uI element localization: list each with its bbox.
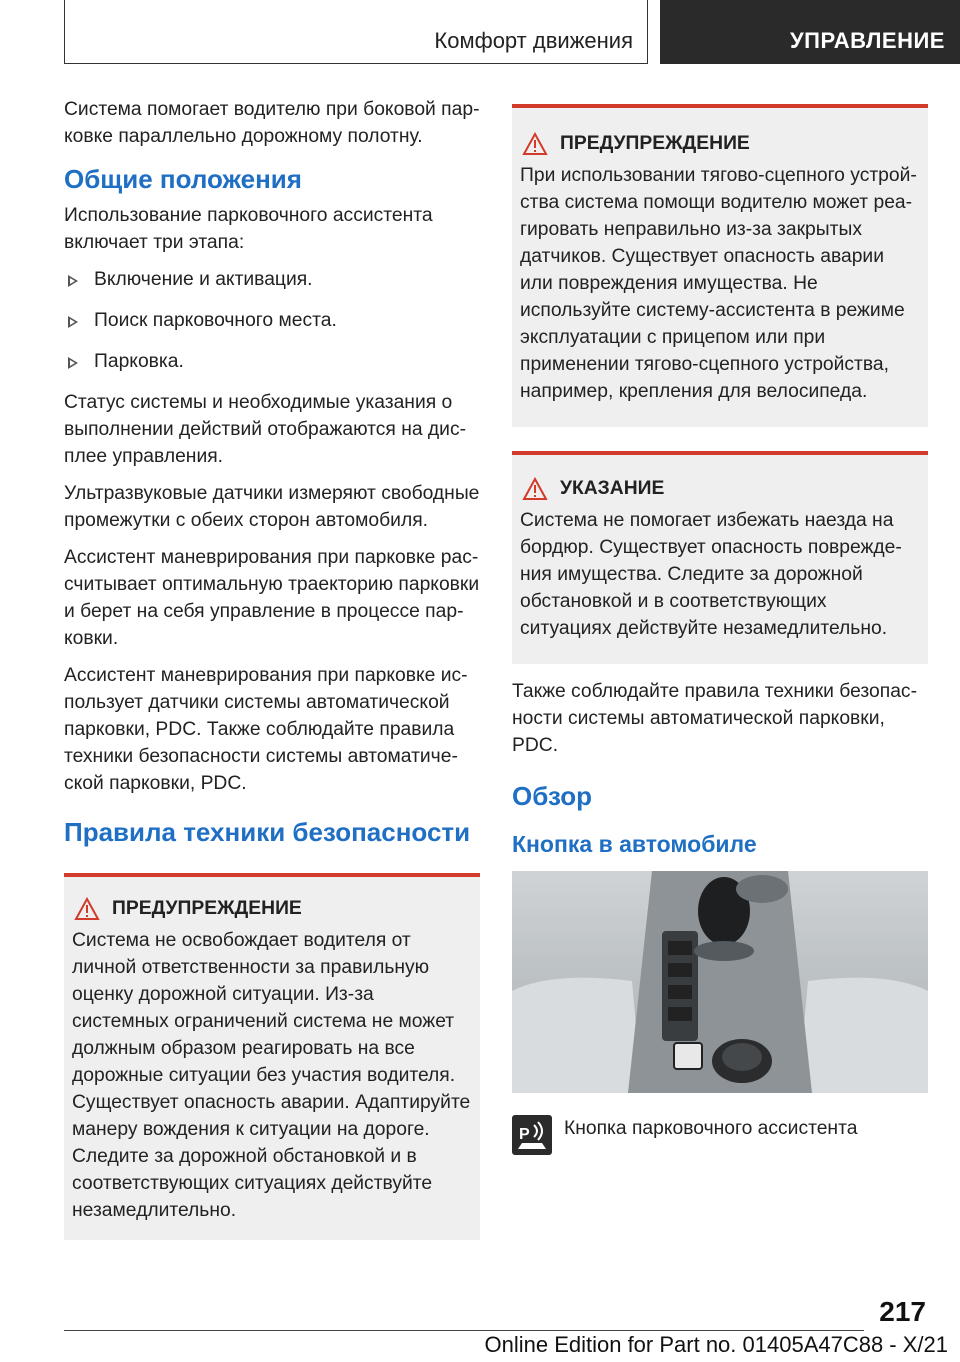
warning-text: Система не освобождает водителя от личной ответственности за правильную оценку дорожной ситуации. Из-за системных ограничений система не может должным образом реагировать на все дорожные ситуации без участия водителя. Существует опасность аварии. Адаптируйте манеру вождения к ситуации на дороге. Следите за дорожной обстановкой и в соответствующих ситуациях действуйте незамедлительно. xyxy=(72,930,471,1221)
pdc-paragraph: Ассистент маневрирования при парковке использует датчики системы автоматической парковки, PDC. Также соблюдайте правила техники безопасности системы автоматической парковки, PDC. xyxy=(64,665,468,794)
heading-general: Общие положения xyxy=(64,164,302,194)
warning-box xyxy=(512,104,928,427)
intro-paragraph: Система помогает водителю при боковой парковке параллельно дорожному полотну. xyxy=(64,99,480,147)
general-paragraph: Использование парковочного ассистента включает три этапа: xyxy=(64,205,433,253)
parking-assistant-button-icon xyxy=(512,1115,552,1155)
status-paragraph: Статус системы и необходимые указания о выполнении действий отображаются на дисплее управления. xyxy=(64,392,467,467)
note-title: УКАЗАНИЕ xyxy=(560,478,665,499)
bullet-triangle-icon xyxy=(68,275,78,287)
steps-list xyxy=(64,266,480,375)
caption-text: Кнопка парковочного ассистента xyxy=(564,1118,858,1139)
console-photo xyxy=(512,871,928,1093)
footer-edition: Online Edition for Part no. 01405A47C88 - X/21 xyxy=(484,1332,948,1357)
heading-safety: Правила техники безопасности xyxy=(64,817,471,847)
footer-divider xyxy=(64,1330,864,1331)
header-section-title: Комфорт движения xyxy=(434,28,633,53)
page-number: 217 xyxy=(879,1296,926,1327)
svg-text:P: P xyxy=(519,1126,530,1143)
right-column xyxy=(512,104,928,1155)
header-chapter-title: УПРАВЛЕНИЕ xyxy=(790,28,945,53)
warning-text: При использовании тягово-сцепного устройства система помощи водителю может реагировать неправильно из-за закрытых датчиков. Существует опасность аварии или повреждения имущества. Не используйте систему-ассистента в режиме эксплуатации с прицепом или при применении тягово-сцепного устройства, например, крепления для велосипеда. xyxy=(520,165,917,402)
note-box xyxy=(512,451,928,664)
note-text: Система не помогает избежать наезда на бордюр. Существует опасность повреждения имущества. Следите за дорожной обстановкой и в соответствующих ситуациях действуйте незамедлительно. xyxy=(520,510,902,639)
warning-triangle-icon xyxy=(74,897,100,921)
also-paragraph: Также соблюдайте правила техники безопасности системы автоматической парковки, PDC. xyxy=(512,681,917,756)
heading-button: Кнопка в автомобиле xyxy=(512,831,757,857)
bullet-triangle-icon xyxy=(68,357,78,369)
warning-title: ПРЕДУПРЕЖДЕНИЕ xyxy=(560,133,750,154)
sensors-paragraph: Ультразвуковые датчики измеряют свободные промежутки с обеих сторон автомобиля. xyxy=(64,483,480,531)
list-item: Парковка. xyxy=(64,348,480,375)
warning-box xyxy=(64,873,480,1240)
calc-paragraph: Ассистент маневрирования при парковке рассчитывает оптимальную траекторию парковки и берет на себя управление в процессе парковки. xyxy=(64,547,480,649)
console-illustration xyxy=(512,871,928,1093)
header-chapter-tab xyxy=(660,0,960,64)
heading-overview: Обзор xyxy=(512,781,592,811)
header-section-tab xyxy=(64,0,648,64)
caption-row xyxy=(512,1115,928,1155)
left-column xyxy=(64,96,480,1254)
list-item: Включение и активация. xyxy=(64,266,480,293)
warning-triangle-icon xyxy=(522,477,548,501)
bullet-triangle-icon xyxy=(68,316,78,328)
warning-title: ПРЕДУПРЕЖДЕНИЕ xyxy=(112,898,302,919)
warning-triangle-icon xyxy=(522,132,548,156)
list-item: Поиск парковочного места. xyxy=(64,307,480,334)
